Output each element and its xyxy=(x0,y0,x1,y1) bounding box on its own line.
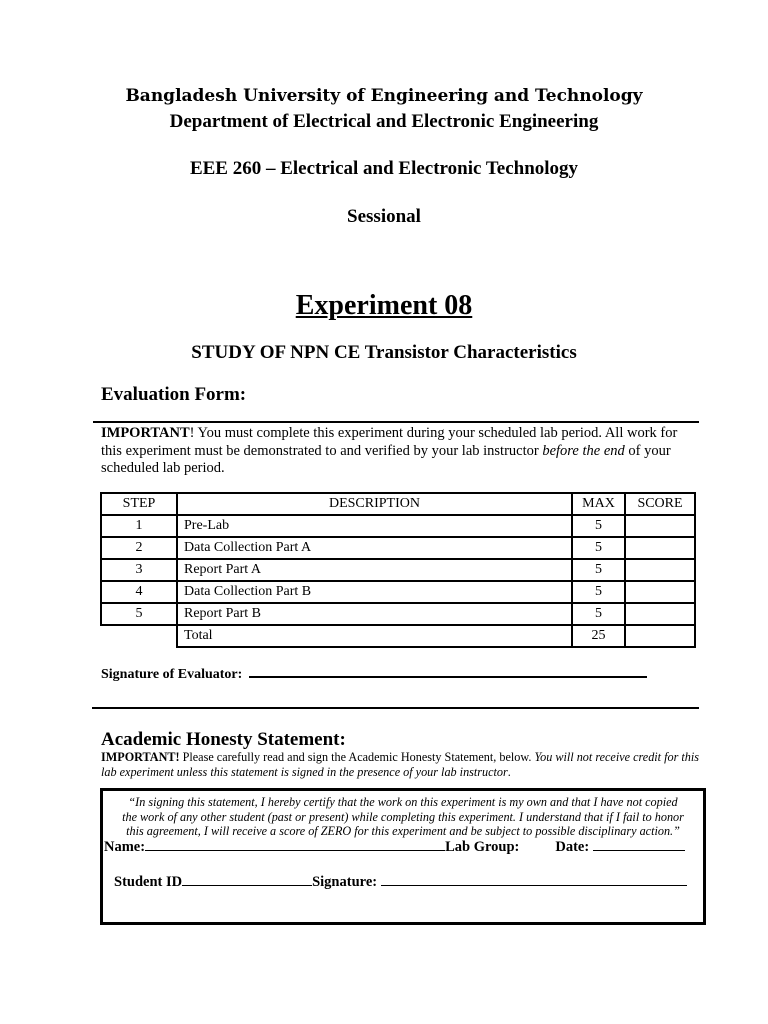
name-field[interactable] xyxy=(145,838,445,851)
important-text-end: of your scheduled lab period. xyxy=(101,442,671,476)
experiment-subtitle: STUDY OF NPN CE Transistor Characteristics xyxy=(191,342,577,363)
row-max: 5 xyxy=(572,537,625,559)
row-score[interactable] xyxy=(625,581,695,603)
quote-line: this agreement, I will receive a score of ZERO for this experiment and be subject to possible disciplinary action.” xyxy=(126,824,680,838)
row-step: 2 xyxy=(101,537,177,559)
row-max: 5 xyxy=(572,515,625,537)
honesty-quote xyxy=(103,795,703,839)
row-max: 5 xyxy=(572,581,625,603)
signature-label: Signature: xyxy=(312,874,381,890)
row-max: 5 xyxy=(572,603,625,625)
row-description: Pre-Lab xyxy=(177,515,572,537)
important-text: ! You must complete this experiment during your scheduled lab period. All work for this experiment must be demonstrated to and verified by your lab instructor xyxy=(101,425,678,459)
signature-field[interactable] xyxy=(381,873,687,886)
header-score: SCORE xyxy=(625,493,695,515)
honesty-important-note xyxy=(101,750,701,780)
table-row xyxy=(101,559,695,581)
table-header-row xyxy=(101,493,695,515)
table-row xyxy=(101,603,695,625)
date-label: Date: xyxy=(555,839,593,855)
header-step: STEP xyxy=(101,493,177,515)
student-id-row xyxy=(114,873,687,891)
university-name: Bangladesh University of Engineering and Technology xyxy=(125,86,643,106)
honesty-statement-box xyxy=(100,788,706,925)
important-label: IMPORTANT xyxy=(101,425,190,441)
total-max: 25 xyxy=(572,625,625,647)
evaluator-signature-label: Signature of Evaluator: xyxy=(101,667,246,682)
table-total-row xyxy=(101,625,695,647)
evaluation-table xyxy=(100,492,696,648)
total-empty-cell xyxy=(101,625,177,647)
name-label: Name: xyxy=(104,839,146,855)
honesty-important-label: IMPORTANT! xyxy=(101,750,180,764)
academic-honesty-heading: Academic Honesty Statement: xyxy=(101,729,346,750)
table-row xyxy=(101,537,695,559)
row-description: Report Part B xyxy=(177,603,572,625)
honesty-important-text: Please carefully read and sign the Academic Honesty Statement, below. xyxy=(179,750,535,764)
honesty-important-italic: You will not receive credit for this lab experiment unless this statement is signed in the presence of your lab instructor xyxy=(101,750,699,779)
date-field[interactable] xyxy=(593,838,685,851)
row-step: 3 xyxy=(101,559,177,581)
evaluation-important-note xyxy=(101,425,691,478)
row-description: Data Collection Part B xyxy=(177,581,572,603)
honesty-important-end: . xyxy=(507,765,511,779)
row-score[interactable] xyxy=(625,603,695,625)
row-step: 4 xyxy=(101,581,177,603)
evaluation-form-heading: Evaluation Form: xyxy=(101,384,247,405)
name-row xyxy=(104,838,685,856)
header-description: DESCRIPTION xyxy=(177,493,572,515)
row-step: 1 xyxy=(101,515,177,537)
quote-line: “In signing this statement, I hereby certify that the work on this experiment is my own and that I have not copied xyxy=(128,795,678,809)
table-row xyxy=(101,581,695,603)
student-id-label: Student ID xyxy=(114,874,183,890)
student-id-field[interactable] xyxy=(182,873,312,886)
evaluator-signature-line[interactable] xyxy=(249,664,647,678)
row-description: Report Part A xyxy=(177,559,572,581)
course-title: EEE 260 – Electrical and Electronic Technology xyxy=(189,158,579,179)
quote-line: the work of any other student (past or present) while completing this experiment. I understand that if I fail to honor xyxy=(122,809,684,824)
experiment-title: Experiment 08 xyxy=(295,290,473,321)
row-score[interactable] xyxy=(625,537,695,559)
row-max: 5 xyxy=(572,559,625,581)
important-italic: before the end xyxy=(542,442,625,459)
total-label: Total xyxy=(177,625,572,647)
sessional-label: Sessional xyxy=(347,206,421,227)
section-divider xyxy=(92,707,699,709)
row-step: 5 xyxy=(101,603,177,625)
row-score[interactable] xyxy=(625,515,695,537)
department-name: Department of Electrical and Electronic Engineering xyxy=(169,111,599,132)
evaluator-signature-row xyxy=(101,664,647,683)
row-description: Data Collection Part A xyxy=(177,537,572,559)
table-row xyxy=(101,515,695,537)
header-max: MAX xyxy=(572,493,625,515)
section-divider xyxy=(93,421,699,423)
lab-group-label: Lab Group: xyxy=(445,839,520,855)
total-score[interactable] xyxy=(625,625,695,647)
row-score[interactable] xyxy=(625,559,695,581)
